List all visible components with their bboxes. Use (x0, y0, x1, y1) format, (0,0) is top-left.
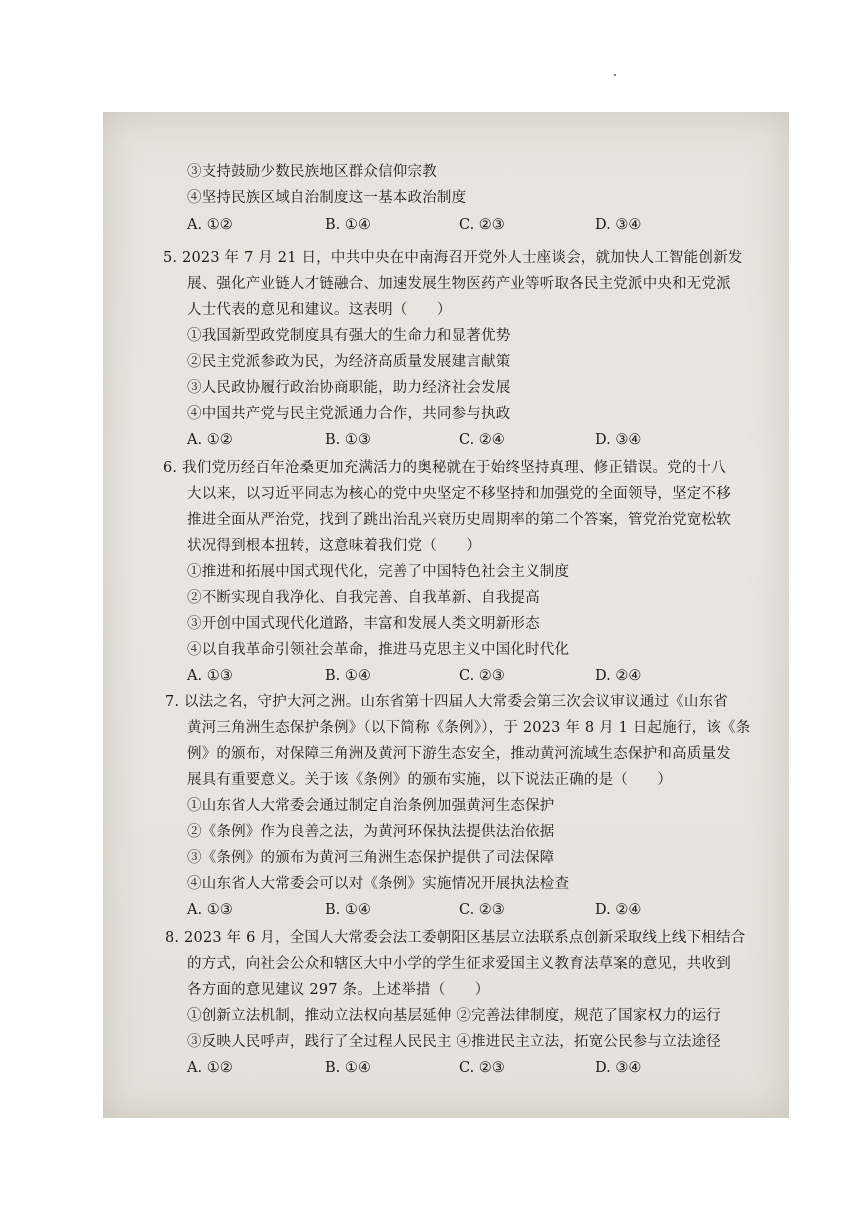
q6-answer-option: C. ②③ (459, 668, 505, 684)
q7-text-line: 例》的颁布，对保障三角洲及黄河下游生态安全，推动黄河流域生态保护和高质量发 (187, 746, 731, 762)
speck-mark (614, 74, 616, 76)
q6-text-line: ③开创中国式现代化道路，丰富和发展人类文明新形态 (187, 616, 540, 632)
q4-tail-answer-option: D. ③④ (595, 217, 642, 233)
q7-text-line: ①山东省人大常委会通过制定自治条例加强黄河生态保护 (187, 798, 555, 814)
q6-answer-option: A. ①③ (187, 668, 233, 684)
q6-text-line: 大以来，以习近平同志为核心的党中央坚定不移坚持和加强党的全面领导，坚定不移 (187, 486, 731, 502)
q5-text-line: ③人民政协履行政治协商职能，助力经济社会发展 (187, 380, 511, 396)
q6-text-line: 6. 我们党历经百年沧桑更加充满活力的奥秘就在于始终坚持真理、修正错误。党的十八 (163, 460, 726, 476)
q7-text-line: 展具有重要意义。关于该《条例》的颁布实施，以下说法正确的是（ ） (187, 772, 673, 788)
q8-text-line: 各方面的意见建议 297 条。上述举措（ ） (187, 982, 490, 998)
q6-text-line: 状况得到根本扭转，这意味着我们党（ ） (187, 538, 481, 554)
q8-answer-option: C. ②③ (459, 1060, 505, 1076)
q7-text-line: ④山东省人大常委会可以对《条例》实施情况开展执法检查 (187, 876, 570, 892)
q8-text-line: 的方式，向社会公众和辖区大中小学的学生征求爱国主义教育法草案的意见，共收到 (187, 956, 731, 972)
q5-text-line: ②民主党派参政为民，为经济高质量发展建言献策 (187, 354, 511, 370)
q6-answer-option: D. ②④ (595, 668, 642, 684)
question-list (103, 112, 789, 1118)
q5-text-line: 展、强化产业链人才链融合、加速发展生物医药产业等听取各民主党派中央和无党派 (187, 276, 731, 292)
q7-text-line: 7. 以法之名，守护大河之洲。山东省第十四届人大常委会第三次会议审议通过《山东省 (165, 694, 728, 710)
q7-text-line: ③《条例》的颁布为黄河三角洲生态保护提供了司法保障 (187, 850, 555, 866)
q7-answer-option: D. ②④ (595, 902, 642, 918)
q5-answer-option: A. ①② (187, 432, 233, 448)
q8-text-line: 8. 2023 年 6 月，全国人大常委会法工委朝阳区基层立法联系点创新采取线上线下相结合 (165, 930, 746, 946)
q7-text-line: ②《条例》作为良善之法，为黄河环保执法提供法治依据 (187, 824, 555, 840)
q8-text-line: ③反映人民呼声，践行了全过程人民民主 ④推进民主立法，拓宽公民参与立法途径 (187, 1034, 722, 1050)
q5-text-line: ④中国共产党与民主党派通力合作，共同参与执政 (187, 406, 511, 422)
q5-answer-option: C. ②④ (459, 432, 505, 448)
q6-text-line: 推进全面从严治党，找到了跳出治乱兴衰历史周期率的第二个答案，管党治党宽松软 (187, 512, 731, 528)
q4-tail-answer-option: C. ②③ (459, 217, 505, 233)
q5-answer-option: D. ③④ (595, 432, 642, 448)
q7-answer-option: B. ①④ (325, 902, 371, 918)
q7-text-line: 黄河三角洲生态保护条例》（以下简称《条例》），于 2023 年 8 月 1 日起施行，该《条 (187, 720, 751, 736)
photographed-exam-page (103, 112, 789, 1118)
q6-text-line: ②不断实现自我净化、自我完善、自我革新、自我提高 (187, 590, 540, 606)
q4-tail-answer-option: B. ①④ (325, 217, 371, 233)
q6-answer-option: B. ①④ (325, 668, 371, 684)
q4-tail-text-line: ④坚持民族区域自治制度这一基本政治制度 (187, 190, 467, 206)
q7-answer-option: A. ①③ (187, 902, 233, 918)
q5-text-line: 5. 2023 年 7 月 21 日，中共中央在中南海召开党外人士座谈会，就加快人工智能创新发 (163, 250, 743, 266)
q8-text-line: ①创新立法机制，推动立法权向基层延伸 ②完善法律制度，规范了国家权力的运行 (187, 1008, 722, 1024)
q5-answer-option: B. ①③ (325, 432, 371, 448)
q4-tail-text-line: ③支持鼓励少数民族地区群众信仰宗教 (187, 164, 437, 180)
q5-text-line: ①我国新型政党制度具有强大的生命力和显著优势 (187, 328, 511, 344)
q6-text-line: ④以自我革命引领社会革命，推进马克思主义中国化时代化 (187, 642, 570, 658)
q8-answer-option: B. ①④ (325, 1060, 371, 1076)
q4-tail-answer-option: A. ①② (187, 217, 233, 233)
q8-answer-option: D. ③④ (595, 1060, 642, 1076)
q7-answer-option: C. ②③ (459, 902, 505, 918)
q8-answer-option: A. ①② (187, 1060, 233, 1076)
q5-text-line: 人士代表的意见和建议。这表明（ ） (187, 302, 452, 318)
q6-text-line: ①推进和拓展中国式现代化，完善了中国特色社会主义制度 (187, 564, 570, 580)
